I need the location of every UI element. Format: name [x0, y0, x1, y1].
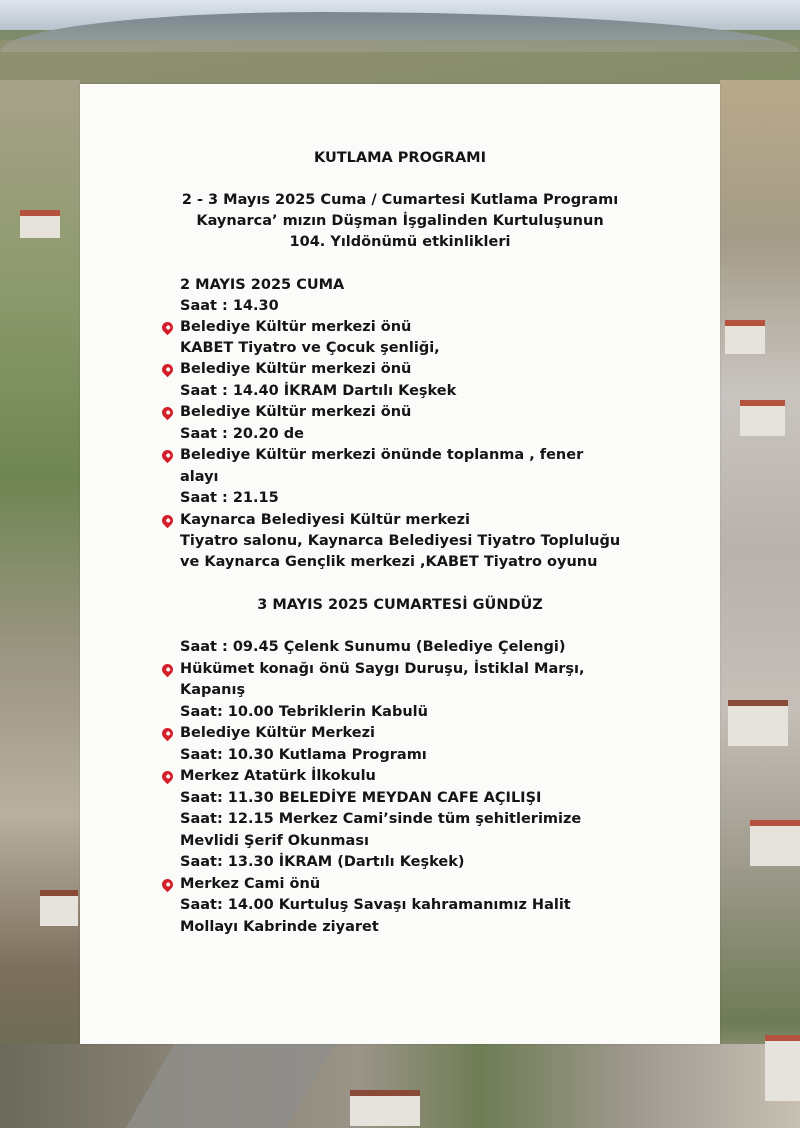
day2-line: Saat: 14.00 Kurtuluş Savaşı kahramanımız Halit [180, 897, 571, 913]
day1-line: alayı [180, 469, 219, 485]
location-pin-icon [160, 877, 176, 893]
day2-line: Merkez Cami önü [180, 876, 321, 892]
house [40, 890, 78, 926]
house [750, 820, 800, 866]
location-pin-icon [160, 362, 176, 378]
day1-line: Kaynarca Belediyesi Kültür merkezi [180, 512, 471, 528]
house [765, 1035, 800, 1101]
day2-line: Saat: 13.30 İKRAM (Dartılı Keşkek) [180, 854, 465, 870]
day1-heading: 2 MAYIS 2025 CUMA [180, 277, 345, 293]
day1-line: Saat : 20.20 de [180, 426, 304, 442]
day1-line: Belediye Kültür merkezi önü [180, 319, 412, 335]
program-content [80, 84, 720, 1044]
house [350, 1090, 420, 1126]
day2-line: Saat: 10.30 Kutlama Programı [180, 747, 427, 763]
day2-line: Hükümet konağı önü Saygı Duruşu, İstiklal Marşı, [180, 661, 585, 677]
day2-line: Mevlidi Şerif Okunması [180, 833, 369, 849]
house [728, 700, 788, 746]
location-pin-icon [160, 405, 176, 421]
program-subtitle-1: 2 - 3 Mayıs 2025 Cuma / Cumartesi Kutlama Programı [181, 192, 619, 208]
day2-line: Saat : 09.45 Çelenk Sunumu (Belediye Çelengi) [180, 639, 566, 655]
day1-line: Belediye Kültür merkezi önü [180, 404, 412, 420]
location-pin-icon [160, 513, 176, 529]
program-card [80, 84, 720, 1044]
day2-heading: 3 MAYIS 2025 CUMARTESİ GÜNDÜZ [257, 597, 543, 613]
day1-line: Tiyatro salonu, Kaynarca Belediyesi Tiyatro Topluluğu [180, 533, 621, 549]
day1-line: Saat : 21.15 [180, 490, 279, 506]
day2-line: Merkez Atatürk İlkokulu [180, 768, 376, 784]
right-town [720, 80, 800, 1128]
day2-line: Kapanış [180, 682, 246, 698]
day1-line: ve Kaynarca Gençlik merkezi ,KABET Tiyatro oyunu [180, 554, 598, 570]
day2-line: Saat: 12.15 Merkez Cami’sinde tüm şehitlerimize [180, 811, 582, 827]
day1-line: Saat : 14.30 [180, 298, 279, 314]
day1-line: Belediye Kültür merkezi önünde toplanma , fener [180, 447, 584, 463]
house [20, 210, 60, 238]
location-pin-icon [160, 769, 176, 785]
day2-line: Mollayı Kabrinde ziyaret [180, 919, 379, 935]
day1-line: KABET Tiyatro ve Çocuk şenliği, [180, 340, 440, 356]
location-pin-icon [160, 726, 176, 742]
day1-line: Saat : 14.40 İKRAM Dartılı Keşkek [180, 383, 457, 399]
day1-line: Belediye Kültür merkezi önü [180, 361, 412, 377]
day2-line: Saat: 10.00 Tebriklerin Kabulü [180, 704, 428, 720]
day2-line: Belediye Kültür Merkezi [180, 725, 376, 741]
program-subtitle-3: 104. Yıldönümü etkinlikleri [289, 234, 511, 250]
program-title: KUTLAMA PROGRAMI [313, 150, 487, 166]
house [725, 320, 765, 354]
location-pin-icon [160, 320, 176, 336]
house [740, 400, 785, 436]
location-pin-icon [160, 448, 176, 464]
program-subtitle-2: Kaynarca’ mızın Düşman İşgalinden Kurtuluşunun [196, 213, 604, 229]
location-pin-icon [160, 662, 176, 678]
day2-line: Saat: 11.30 BELEDİYE MEYDAN CAFE AÇILIŞI [180, 790, 542, 806]
